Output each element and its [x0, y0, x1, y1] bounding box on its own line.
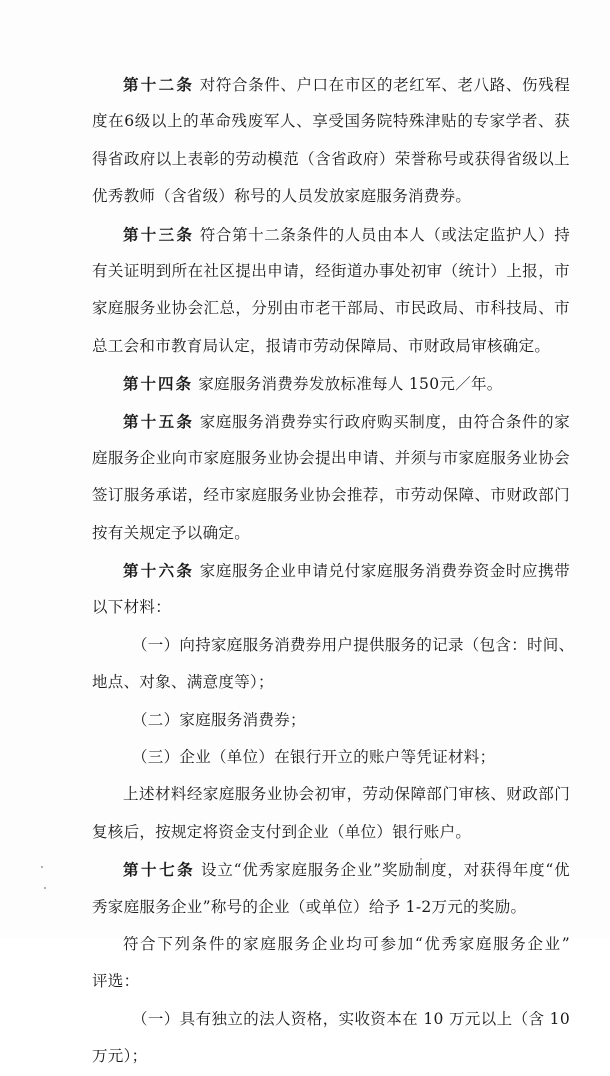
- document-body: [92, 66, 575, 1076]
- article-17-text-1: 设立“优秀家庭服务企业”奖励制度，对获得年度“优: [200, 861, 570, 880]
- article-12-line-4: 优秀教师（含省级）称号的人员发放家庭服务消费券。: [92, 187, 472, 206]
- article-16-item-1-line-1: （一）向持家庭服务消费券用户提供服务的记录（包含：时间、: [132, 635, 575, 654]
- article-14-line-1: [92, 365, 570, 402]
- article-17-heading: 第十七条: [123, 860, 196, 880]
- article-16-item-2: （二）家庭服务消费券；: [132, 710, 306, 729]
- article-13-heading: 第十三条: [123, 224, 195, 244]
- scan-speck: [44, 887, 46, 889]
- article-15-line-3: 签订服务承诺，经市家庭服务业协会推荐，市劳动保障、市财政部门: [92, 486, 570, 505]
- article-12-heading: 第十二条: [123, 75, 195, 94]
- article-15-heading: 第十五条: [123, 411, 195, 431]
- article-12-line-2: 度在6级以上的革命残废军人、享受国务院特殊津贴的专家学者、获: [92, 112, 570, 131]
- article-15-line-2: 庭服务企业向市家庭服务业协会提出申请、并须与市家庭服务业协会: [92, 448, 570, 467]
- article-13-line-4: 总工会和市教育局认定，报请市劳动保障局、市财政局审核确定。: [92, 336, 551, 355]
- article-14-text-1: 家庭服务消费券发放标准每人 150元／年。: [198, 375, 503, 394]
- article-17-line-2: 秀家庭服务企业”称号的企业（或单位）给予 1-2万元的奖励。: [92, 897, 527, 916]
- article-16-line-1: [92, 552, 570, 589]
- article-15-line-4: 按有关规定予以确定。: [92, 523, 251, 542]
- article-16-closing-2: 复核后，按规定将资金支付到企业（单位）银行账户。: [92, 822, 472, 841]
- article-13-line-2: 有关证明到所在社区提出申请，经街道办事处初审（统计）上报，市: [92, 261, 570, 280]
- article-12-line-1: [92, 66, 570, 103]
- article-17-follow-2: 评选：: [92, 972, 140, 991]
- scan-speck: [420, 858, 422, 860]
- article-16-line-2: 以下材料：: [92, 598, 172, 617]
- article-15-text-1: 家庭服务消费券实行政府购买制度，由符合条件的家: [199, 412, 570, 431]
- article-16-item-1-line-2: 地点、对象、满意度等）；: [92, 673, 274, 692]
- article-14-heading: 第十四条: [123, 374, 194, 394]
- article-16-text-1: 家庭服务企业申请兑付家庭服务消费券资金时应携带: [199, 562, 570, 581]
- article-13-text-1: 符合第十二条条件的人员由本人（或法定监护人）持: [199, 225, 570, 244]
- article-17-line-1: [92, 851, 570, 888]
- article-12-line-3: 得省政府以上表彰的劳动模范（含省政府）荣誉称号或获得省级以上: [92, 149, 570, 168]
- article-13-line-1: [92, 216, 570, 253]
- article-15-line-1: [92, 403, 570, 440]
- article-13-line-3: 家庭服务业协会汇总，分别由市老干部局、市民政局、市科技局、市: [92, 299, 570, 318]
- article-12-text-1: 对符合条件、户口在市区的老红军、老八路、伤残程: [199, 76, 570, 94]
- article-17-follow-1: 符合下列条件的家庭服务企业均可参加“优秀家庭服务企业”: [123, 934, 570, 953]
- article-16-item-3: （三）企业（单位）在银行开立的账户等凭证材料；: [132, 748, 496, 767]
- article-16-heading: 第十六条: [123, 561, 195, 581]
- article-17-item-1-line-2: 万元）；: [92, 1047, 148, 1066]
- article-17-item-1-line-1: （一）具有独立的法人资格，实收资本在 10 万元以上（含 10: [132, 1009, 570, 1028]
- scan-speck: [41, 866, 43, 868]
- article-16-closing-1: 上述材料经家庭服务业协会初审，劳动保障部门审核、财政部门: [123, 785, 570, 804]
